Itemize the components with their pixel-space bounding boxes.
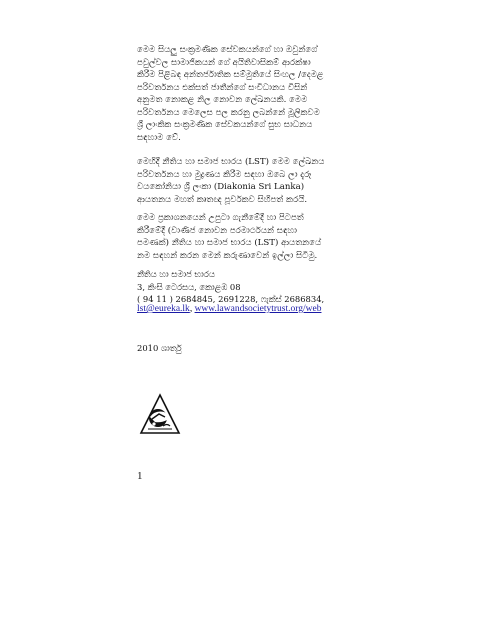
text-line: වයකෝනියා ශ්‍රී ලංකා (Diakonia Sri Lanka) <box>137 182 305 192</box>
paragraph-translation-note <box>137 44 355 144</box>
link-separator: , <box>189 304 193 314</box>
text-line: පමණක්) නීතිය හා සමාජ භාරය (LST) ආයතනයේ <box>137 238 322 248</box>
text-line: පරිවර්තනය එක්සත් ජාතීන්ගේ සංවිධානය විසින් <box>137 82 308 93</box>
text-line: අනුමත නොකළ නිල නොවන ලේඛනයකි. මෙම <box>137 95 308 105</box>
publisher-address <box>137 268 377 306</box>
paragraph-copyright-request <box>137 212 355 262</box>
publication-year: 2010 ශාර්තු <box>137 343 182 353</box>
phone-fax: ( 94 11 ) 2684845, 2691228, ෆැක්ස් 2686834, <box>137 294 325 304</box>
text-line: පවුල්වල සාමාජිකයන් ගේ අයිතිවාසිකම් ආරක්ෂා <box>137 57 311 68</box>
street-address: 3, කිංසි ටෙරසය, කොළඹ 08 <box>137 281 241 292</box>
text-line: මෙම ප්‍රකාශනයෙන් උපුටා ගැනීමේදී හා පිටපත් <box>137 213 304 223</box>
text-line: පරිවර්තනය හා මුද්‍රණය කිරීම සඳහා ඔබෙ ලා දැරූ <box>137 169 312 180</box>
text-line: කිරීමේදී (වාණිජ නොවන පරමාර්ථයන් සඳහා <box>137 225 297 236</box>
page-number: 1 <box>137 470 143 482</box>
lst-logo-icon <box>139 393 181 435</box>
text-line: මෙහිදී නීතිය හා සමාජ භාරය (LST) මෙම ලේඛනය <box>137 157 325 167</box>
website-link[interactable]: www.lawandsocietytrust.org/web <box>194 304 322 314</box>
text-line: පරිවර්තනය මෙලෙස පල කරනු ලබන්නේ මූලිකවම <box>137 107 320 118</box>
text-line: සඳහාම වේ. <box>137 132 181 143</box>
text-line: කිරීම පිළිබඳ අන්තර්ජාතික සම්මුතියේ සිංහල /දෙමළ <box>137 70 324 80</box>
text-line: ආයතනය මහත් කෘතඥ පූර්වකව සිහිපත් කරයි. <box>137 194 308 205</box>
email-link[interactable]: lst@eureka.lk <box>137 304 190 314</box>
text-line: ශ්‍රී ලාංකික සංක්‍රමණික සේවකයන්ගේ සුභ සාධනය <box>137 120 313 130</box>
contact-links <box>137 304 321 314</box>
text-line: නම සඳහන් කරන මෙන් කරුණාවෙන් ඉල්ලා සිටිමු. <box>137 250 318 261</box>
paragraph-acknowledgement <box>137 156 355 206</box>
text-line: මෙම සියලු සංක්‍රමණික සේවකයන්ගේ හා ඔවුන්ගේ <box>137 45 318 55</box>
publisher-name: නීතිය හා සමාජ භාරය <box>137 269 215 279</box>
